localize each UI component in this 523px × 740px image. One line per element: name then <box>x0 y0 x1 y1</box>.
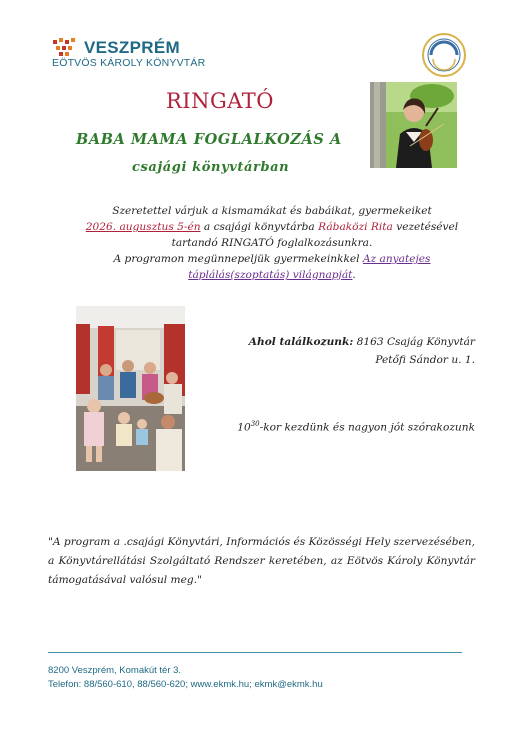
footer-address: 8200 Veszprém, Komakút tér 3. <box>48 665 182 676</box>
logo-name: VESZPRÉM <box>84 38 180 57</box>
event-subtitle-location: csajági könyvtárban <box>132 160 290 175</box>
logo-subtitle: EÖTVÖS KÁROLY KÖNYVTÁR <box>52 57 206 69</box>
intro-line4: A programon megünnepeljük gyermekeinkkel <box>113 253 363 265</box>
seal-icon <box>421 32 467 78</box>
event-subtitle: BABA MAMA FOGLALKOZÁS A <box>76 131 342 148</box>
event-title: RINGATÓ <box>166 89 274 113</box>
footer <box>48 664 323 692</box>
start-time <box>205 420 475 434</box>
location-label: Ahol találkozunk: <box>248 336 354 348</box>
intro-line2-end: vezetésével <box>392 221 459 233</box>
group-photo <box>76 306 185 471</box>
intro-line2-mid: a csajági könyvtárba <box>200 221 319 233</box>
footer-contact: Telefon: 88/560-610, 88/560-620; www.ekmk.hu; ekmk@ekmk.hu <box>48 679 323 690</box>
intro-line1: Szeretettel várjuk a kismamákat és babáikat, gyermekeiket <box>112 205 432 217</box>
sponsor-quote: "A program a .csajági Könyvtári, Információs és Közösségi Hely szervezésében, a Könyvtárellátási Szolgáltató Rendszer keretében, az Eötvös Károly Könyvtár támogatásával valósul meg." <box>48 536 475 586</box>
highlight-world-day-1: Az anyatejes <box>362 253 431 265</box>
violinist-photo <box>370 82 457 168</box>
location-place: 8163 Csajág Könyvtár <box>353 336 475 348</box>
intro-line3: tartandó RINGATÓ foglalkozásunkra. <box>171 237 373 249</box>
location-address: Petőfi Sándor u. 1. <box>375 354 475 366</box>
footer-divider <box>48 652 462 653</box>
start-text: -kor kezdünk és nagyon jót szórakozunk <box>259 421 475 434</box>
location-info <box>200 333 475 369</box>
intro-line5-end: . <box>352 269 356 281</box>
start-minutes: 30 <box>250 420 260 428</box>
highlight-world-day-2: táplálás(szoptatás) világnapját <box>188 269 353 281</box>
host-name: Rábaközi Rita <box>318 221 393 233</box>
intro-text <box>72 203 472 283</box>
start-hour: 10 <box>237 421 251 434</box>
event-date: 2026. augusztus 5-én <box>85 221 201 233</box>
